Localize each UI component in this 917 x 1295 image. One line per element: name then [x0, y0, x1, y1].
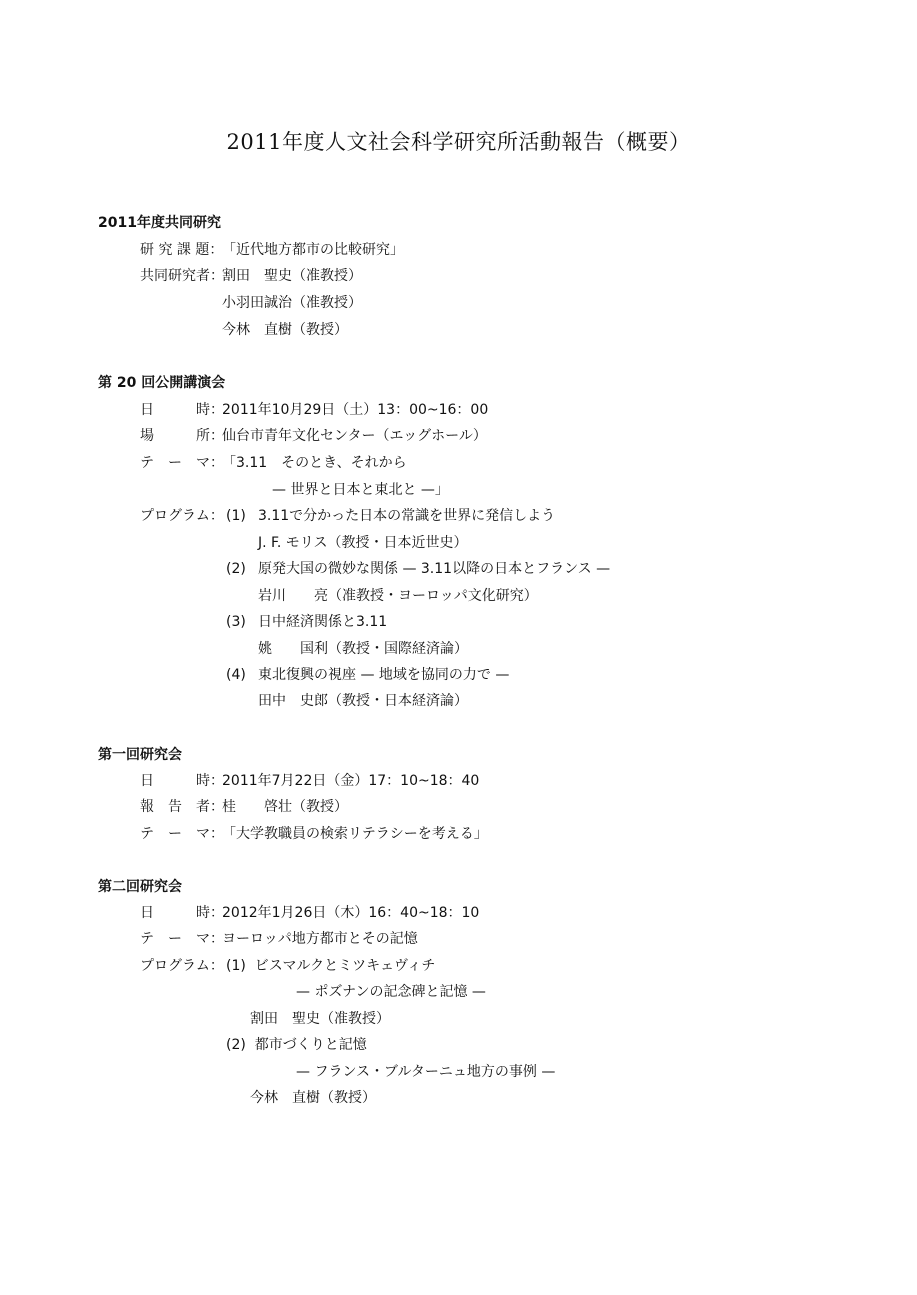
program-subtitle: — フランス・ブルターニュ地方の事例 —	[296, 1064, 556, 1080]
members-label: 共同研究者：	[140, 268, 224, 284]
date-label: 日 時：	[140, 402, 224, 418]
section-heading-second-meeting: 第二回研究会	[98, 879, 182, 895]
program-title: (1) ビスマルクとミツキェヴィチ	[226, 958, 436, 974]
program-number: (1)	[226, 508, 246, 524]
program-speaker: 割田 聖史（准教授）	[250, 1011, 390, 1027]
page-title: 2011年度人文社会科学研究所活動報告（概要）	[226, 130, 691, 154]
theme-label: テ ー マ：	[140, 931, 224, 947]
program-speaker: 姚 国利（教授・国際経済論）	[258, 641, 468, 657]
program-number: (4)	[226, 667, 246, 683]
theme-value: ヨーロッパ地方都市とその記憶	[222, 931, 418, 947]
program-title: (2) 都市づくりと記憶	[226, 1037, 367, 1053]
topic-label: 研 究 課 題：	[140, 242, 224, 258]
program-speaker: 田中 史郎（教授・日本経済論）	[258, 693, 468, 709]
date-value: 2011年10月29日（土）13：00~16：00	[222, 402, 489, 418]
date-value: 2012年1月26日（木）16：40~18：10	[222, 905, 480, 921]
program-speaker: J. F. モリス（教授・日本近世史）	[258, 535, 468, 551]
date-label: 日 時：	[140, 773, 224, 789]
member-item: 今林 直樹（教授）	[222, 322, 348, 338]
program-subtitle: — ポズナンの記念碑と記憶 —	[296, 984, 486, 1000]
program-number: (2)	[226, 561, 246, 577]
program-number: (3)	[226, 614, 246, 630]
program-speaker: 今林 直樹（教授）	[250, 1090, 376, 1106]
member-item: 割田 聖史（准教授）	[222, 268, 362, 284]
program-title: 日中経済関係と3.11	[258, 614, 388, 630]
theme-label: テ ー マ：	[140, 826, 224, 842]
theme-value: 「大学教職員の検索リテラシーを考える」	[222, 826, 488, 842]
place-value: 仙台市青年文化センター（エッグホール）	[222, 428, 487, 444]
date-label: 日 時：	[140, 905, 224, 921]
member-item: 小羽田誠治（准教授）	[222, 295, 362, 311]
reporter-value: 桂 啓壮（教授）	[222, 799, 348, 815]
program-title: 原発大国の微妙な関係 — 3.11以降の日本とフランス —	[258, 561, 611, 577]
program-title: 東北復興の視座 — 地域を協同の力で —	[258, 667, 510, 683]
section-heading-first-meeting: 第一回研究会	[98, 747, 182, 763]
reporter-label: 報 告 者：	[140, 799, 224, 815]
date-value: 2011年7月22日（金）17：10~18：40	[222, 773, 480, 789]
theme-subtitle: — 世界と日本と東北と —」	[272, 482, 449, 498]
place-label: 場 所：	[140, 428, 224, 444]
program-title: 3.11で分かった日本の常識を世界に発信しよう	[258, 508, 556, 524]
section-heading-lecture: 第 20 回公開講演会	[98, 375, 226, 391]
program-speaker: 岩川 亮（准教授・ヨーロッパ文化研究）	[258, 588, 538, 604]
section-heading-joint-research: 2011年度共同研究	[98, 215, 221, 231]
program-label: プログラム：	[140, 508, 224, 524]
topic-value: 「近代地方都市の比較研究」	[222, 242, 404, 258]
theme-value: 「3.11 そのとき、それから	[222, 455, 407, 471]
program-label: プログラム：	[140, 958, 224, 974]
theme-label: テ ー マ：	[140, 455, 224, 471]
